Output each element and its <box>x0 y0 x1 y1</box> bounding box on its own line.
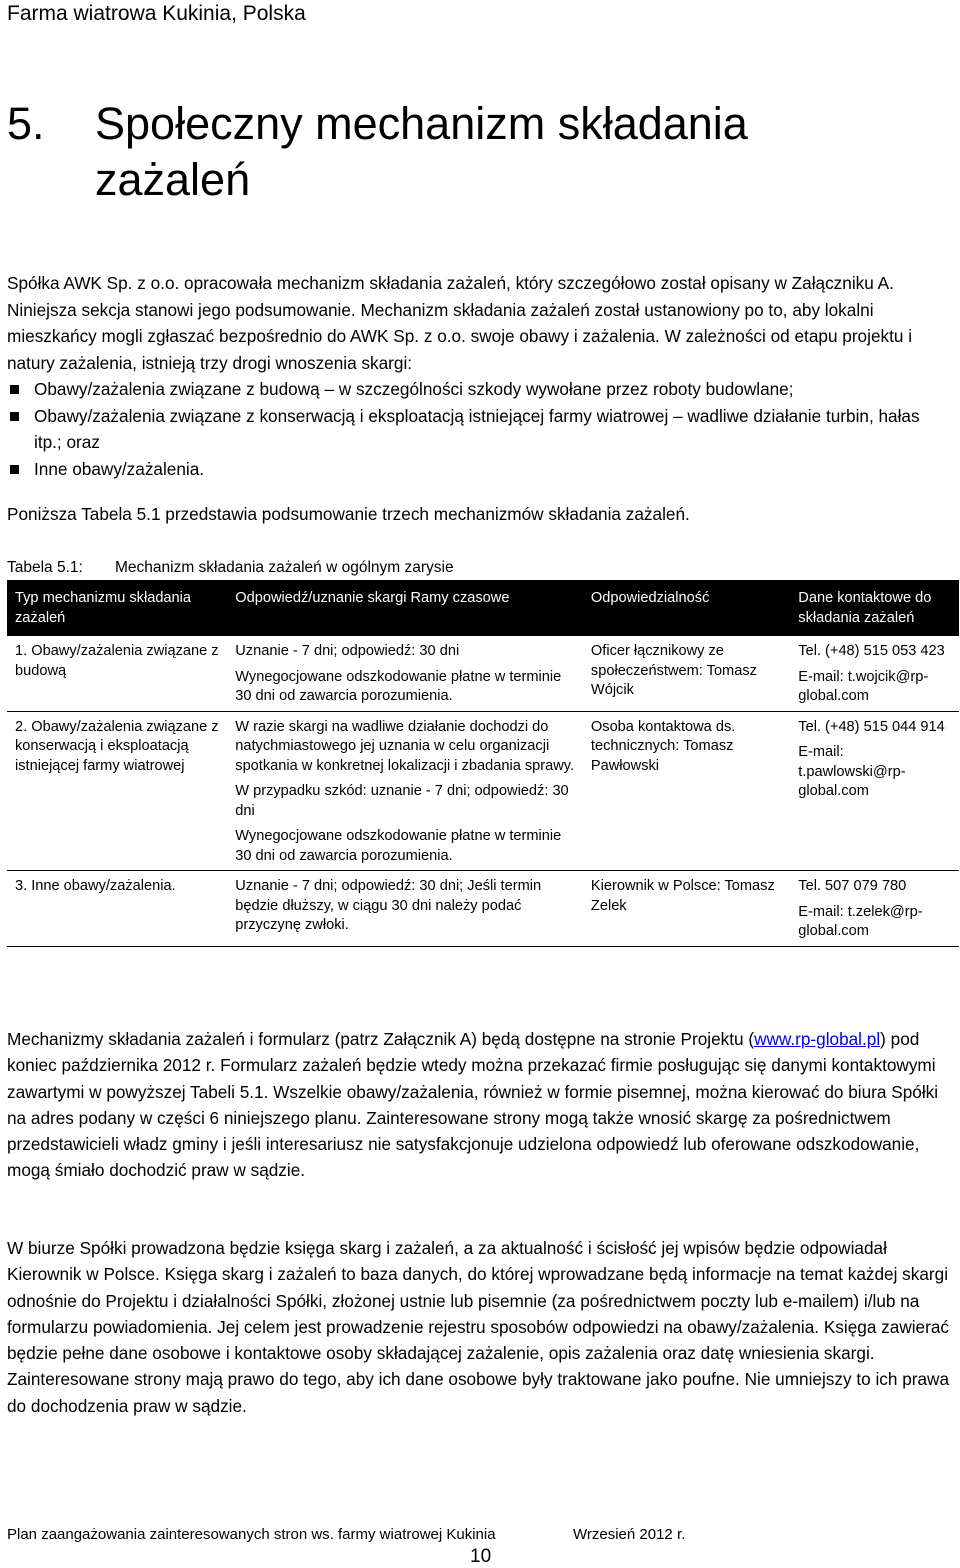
bullet-item <box>7 376 952 403</box>
contact-phone: Tel. 507 079 780 <box>798 878 907 894</box>
intro-section <box>7 270 952 482</box>
column-header: Odpowiedzialność <box>583 580 790 636</box>
table-caption <box>7 559 454 577</box>
contact-phone: Tel. (+48) 515 053 423 <box>798 643 945 659</box>
summary-paragraph: Poniższa Tabela 5.1 przedstawia podsumowanie trzech mechanizmów składania zażaleń. <box>7 504 690 524</box>
chapter-title-line2: zażaleń <box>95 154 251 205</box>
contact-email: E-mail: t.wojcik@rp-global.com <box>798 668 929 704</box>
footer-document-title: Plan zaangażowania zainteresowanych stron ws. farmy wiatrowej Kukinia <box>7 1526 496 1543</box>
column-header: Odpowiedź/uznanie skargi Ramy czasowe <box>227 580 583 636</box>
table-cell-responsibility: Osoba kontaktowa ds. technicznych: Tomasz Pawłowski <box>583 711 790 871</box>
table-cell-responsibility: Kierownik w Polsce: Tomasz Zelek <box>583 871 790 947</box>
response-text: Wynegocjowane odszkodowanie płatne w terminie 30 dni od zawarcia porozumienia. <box>235 828 562 864</box>
page-footer <box>7 1526 686 1543</box>
bullet-text: Obawy/zażalenia związane z konserwacją i eksploatacją istniejącej farmy wiatrowej – wadliwe działanie turbin, hałas itp.; oraz <box>34 405 920 452</box>
response-text: Wynegocjowane odszkodowanie płatne w terminie 30 dni od zawarcia porozumienia. <box>235 668 562 704</box>
table-caption-text: Mechanizm składania zażaleń w ogólnym zarysie <box>115 559 454 576</box>
page-header: Farma wiatrowa Kukinia, Polska <box>7 2 306 25</box>
table-cell-contact <box>790 636 959 711</box>
mechanism-table <box>7 580 959 947</box>
contact-email: E-mail: t.zelek@rp-global.com <box>798 903 923 939</box>
table-cell-contact <box>790 711 959 871</box>
bullet-item <box>7 456 952 483</box>
project-website-link[interactable]: www.rp-global.pl <box>754 1029 881 1049</box>
paragraph-text: ) pod koniec października 2012 r. Formularz zażaleń będzie wtedy można przekazać firmie posługując się danymi kontaktowymi zawartymi w powyższej Tabeli 5.1. Wszelkie obawy/zażalenia, również w formie pisemnej, można kierować do biura Spółki na adres podany w części 6 niniejszego planu. Zainteresowane strony mogą także wnosić skargę za pośrednictwem przedstawicieli władz gminy i jeśli interesariusz nie satysfakcjonuje udzielona odpowiedź lub oferowane odszkodowanie, mogą śmiało dochodzić praw w sądzie. <box>7 1029 939 1181</box>
table-cell-response <box>227 871 583 947</box>
footer-date: Wrzesień 2012 r. <box>573 1526 686 1543</box>
response-text: W razie skargi na wadliwe działanie dochodzi do natychmiastowego jej uznania w celu organizacji spotkania w konkretnej lokalizacji i zbadania sprawy. <box>235 718 575 774</box>
bullet-text: Inne obawy/zażalenia. <box>34 458 205 479</box>
paragraph-register: W biurze Spółki prowadzona będzie księga skarg i zażaleń, a za aktualność i ścisłość jej wpisów będzie odpowiadał Kierownik w Polsce. Księga skarg i zażaleń to baza danych, do której wprowadzane będą informacje na temat każdej skargi odnośnie do Projektu i działalności Spółki, złożonej ustnie lub pisemnie (za pośrednictwem poczty lub e-mailem) i/lub na formularzu powiadomienia. Jej celem jest prowadzenie rejestru sposobów odpowiedzi na obawy/zażalenia. Księga zawierać będzie pełne dane osobowe i kontaktowe osoby składającej zażalenie, opis zażalenia oraz datę wniesienia skargi. Zainteresowane strony mają prawo do tego, aby ich dane osobowe były traktowane jako poufne. Nie umniejszy to ich prawa do dochodzenia praw w sądzie. <box>7 1238 950 1416</box>
square-bullet-icon <box>10 465 19 474</box>
table-row <box>7 871 959 947</box>
bullet-list <box>7 376 952 482</box>
table-header-row <box>7 580 959 636</box>
paragraph-availability <box>7 1026 955 1184</box>
table-cell-type: 1. Obawy/zażalenia związane z budową <box>7 636 227 711</box>
bullet-item <box>7 403 952 456</box>
table-cell-response <box>227 711 583 871</box>
table-cell-contact <box>790 871 959 947</box>
bullet-text: Obawy/zażalenia związane z budową – w szczególności szkody wywołane przez roboty budowlane; <box>34 379 794 399</box>
contact-phone: Tel. (+48) 515 044 914 <box>798 718 945 735</box>
column-header: Typ mechanizmu składania zażaleń <box>7 580 227 636</box>
response-text: Uznanie - 7 dni; odpowiedź: 30 dni; Jeśli termin będzie dłuższy, w ciągu 30 dni należy podać przyczynę zwłoki. <box>235 878 542 933</box>
square-bullet-icon <box>10 412 19 421</box>
chapter-title <box>7 96 907 208</box>
intro-paragraph: Spółka AWK Sp. z o.o. opracowała mechanizm składania zażaleń, który szczegółowo został opisany w Załączniku A. Niniejsza sekcja stanowi jego podsumowanie. Mechanizm składania zażaleń został ustanowiony po to, aby lokalni mieszkańcy mogli zgłaszać bezpośrednio do AWK Sp. z o.o. swoje obawy i zażalenia. W zależności od etapu projektu i natury zażalenia, istnieją trzy drogi wnoszenia skargi: <box>7 273 913 373</box>
table-caption-label: Tabela 5.1: <box>7 559 83 576</box>
column-header: Dane kontaktowe do składania zażaleń <box>790 580 959 636</box>
response-text: Uznanie - 7 dni; odpowiedź: 30 dni <box>235 643 460 659</box>
table-cell-type: 3. Inne obawy/zażalenia. <box>7 871 227 947</box>
paragraph-text: Mechanizmy składania zażaleń i formularz (patrz Załącznik A) będą dostępne na stronie Projektu ( <box>7 1029 755 1049</box>
table-row <box>7 711 959 871</box>
page-number: 10 <box>470 1546 492 1567</box>
contact-email: E-mail: t.pawlowski@rp-global.com <box>798 744 906 799</box>
table-cell-response <box>227 636 583 711</box>
chapter-title-line1: Społeczny mechanizm składania <box>95 98 748 149</box>
square-bullet-icon <box>10 385 19 394</box>
table-cell-type: 2. Obawy/zażalenia związane z konserwacją i eksploatacją istniejącej farmy wiatrowej <box>7 711 227 871</box>
response-text: W przypadku szkód: uznanie - 7 dni; odpowiedź: 30 dni <box>235 783 569 819</box>
chapter-number: 5. <box>7 98 45 149</box>
table-cell-responsibility: Oficer łącznikowy ze społeczeństwem: Tomasz Wójcik <box>583 636 790 711</box>
table-row <box>7 636 959 711</box>
